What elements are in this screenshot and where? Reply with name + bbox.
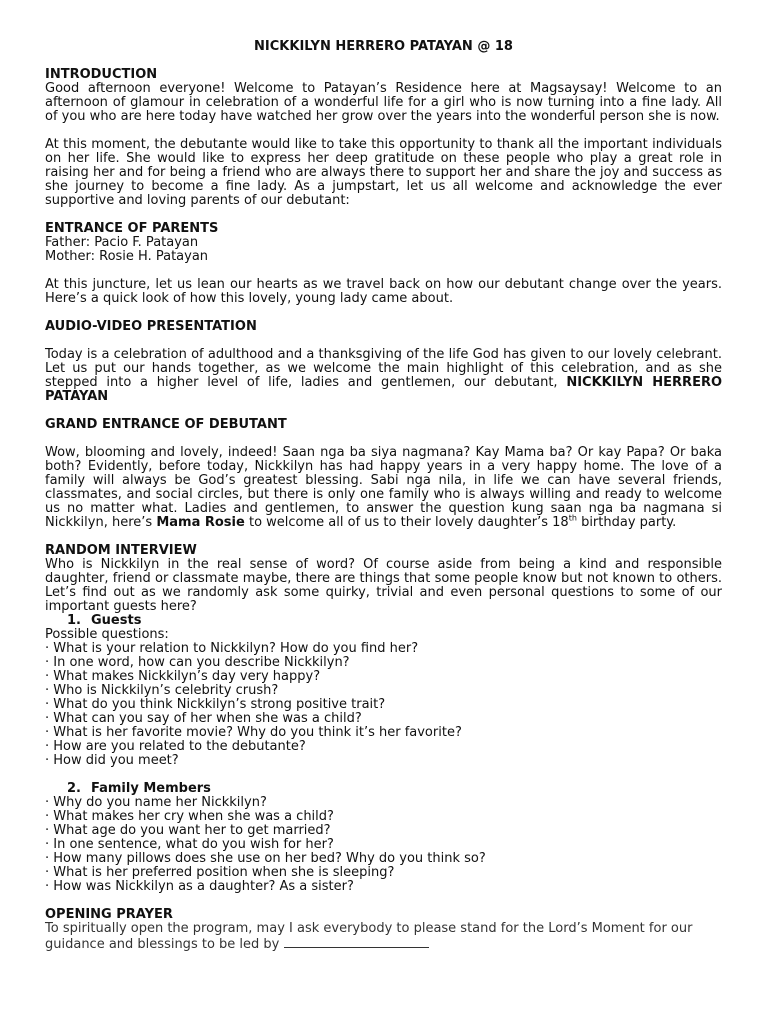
prayer-leader-blank [284, 936, 429, 948]
interview-paragraph: Who is Nickkilyn in the real sense of word? Of course aside from being a kind and responsible daughter, friend or classmate maybe, there are things that some people know but not known to others. Let’s find out as we randomly ask some quirky, trivial and even personal questions to some of our important guests here? [45, 557, 722, 614]
prayer-text: To spiritually open the program, may I ask everybody to please stand for the Lord’s Moment for our guidance and blessings to be led by [45, 921, 693, 952]
document-body [45, 40, 722, 952]
guest-question: · What is your relation to Nickkilyn? How do you find her? [45, 642, 722, 656]
guests-label: Guests [91, 613, 142, 628]
prayer-paragraph [45, 922, 722, 952]
birthday-suffix: th [568, 513, 577, 523]
family-heading [45, 782, 722, 796]
family-question: · What makes her cry when she was a child? [45, 810, 722, 824]
grand-entrance-text: Wow, blooming and lovely, indeed! Saan nga ba siya nagmana? Kay Mama ba? Or kay Papa? Or baka both? Evidently, before today, Nickkilyn has had happy years in a very happy home. The love of a family will always be God’s greatest blessing. Sabi nga nila, in life we can have several friends, classmates, and social circles, but there is only one family who is always willing and ready to welcome us no matter what. Ladies and gentlemen, to answer the question kung saan nga ba nagmana si Nickkilyn, here’s [45, 445, 722, 530]
mama-rosie: Mama Rosie [156, 515, 245, 530]
introduction-paragraph-2: At this moment, the debutante would like to take this opportunity to thank all the important individuals on her life. She would like to express her deep gratitude on these people who play a great role in raising her and for being a friend who are always there to support her and share the joy and success as she journey to become a fine lady. As a jumpstart, let us all welcome and acknowledge the ever supportive and loving parents of our debutant: [45, 137, 722, 208]
random-interview-heading: RANDOM INTERVIEW [45, 543, 197, 558]
guest-question: · What do you think Nickkilyn’s strong positive trait? [45, 698, 722, 712]
possible-questions-label: Possible questions: [45, 627, 169, 642]
guests-heading [45, 614, 722, 628]
guest-question: · In one word, how can you describe Nickkilyn? [45, 656, 722, 670]
audio-video-heading: AUDIO-VIDEO PRESENTATION [45, 319, 257, 334]
avp-text: Today is a celebration of adulthood and a thanksgiving of the life God has given to our lovely celebrant. Let us put our hands together, as we welcome the main highlight of this celebration, and as she stepped into a higher level of life, ladies and gentlemen, our debutant, [45, 347, 722, 390]
family-question: · What is her preferred position when she is sleeping? [45, 866, 722, 880]
grand-entrance-paragraph [45, 446, 722, 530]
opening-prayer-heading: OPENING PRAYER [45, 907, 173, 922]
introduction-paragraph-1: Good afternoon everyone! Welcome to Patayan’s Residence here at Magsaysay! Welcome to an afternoon of glamour in celebration of a wonderful life for a girl who is now turning into a fine lady. All of you who are here today have watched her grow over the years into the wonderful person she is now. [45, 81, 722, 124]
guest-questions-list [45, 642, 722, 768]
grand-entrance-heading: GRAND ENTRANCE OF DEBUTANT [45, 417, 287, 432]
family-question: · In one sentence, what do you wish for her? [45, 838, 722, 852]
birthday-number: 18 [552, 515, 569, 530]
family-questions-list [45, 796, 722, 894]
parents-paragraph: At this juncture, let us lean our hearts as we travel back on how our debutant change over the years. Here’s a quick look of how this lovely, young lady came about. [45, 277, 722, 306]
document-title: NICKKILYN HERRERO PATAYAN @ 18 [254, 39, 513, 54]
family-number: 2. [67, 781, 81, 796]
guests-number: 1. [67, 613, 81, 628]
entrance-of-parents-heading: ENTRANCE OF PARENTS [45, 221, 219, 236]
introduction-heading: INTRODUCTION [45, 67, 158, 82]
guest-question: · What can you say of her when she was a child? [45, 712, 722, 726]
guest-question: · What makes Nickkilyn’s day very happy? [45, 670, 722, 684]
grand-entrance-text-3: birthday party. [581, 515, 677, 530]
grand-entrance-text-2: to welcome all of us to their lovely daughter’s [248, 515, 549, 530]
guest-question: · How did you meet? [45, 754, 722, 768]
guest-question: · How are you related to the debutante? [45, 740, 722, 754]
family-question: · Why do you name her Nickkilyn? [45, 796, 722, 810]
mother-line: Mother: Rosie H. Patayan [45, 249, 209, 264]
family-question: · What age do you want her to get married? [45, 824, 722, 838]
debutant-name: NICKKILYN HERRERO PATAYAN [45, 375, 723, 404]
family-label: Family Members [91, 781, 211, 796]
guest-question: · What is her favorite movie? Why do you think it’s her favorite? [45, 726, 722, 740]
avp-paragraph [45, 348, 722, 404]
family-question: · How many pillows does she use on her bed? Why do you think so? [45, 852, 722, 866]
guest-question: · Who is Nickkilyn’s celebrity crush? [45, 684, 722, 698]
father-line: Father: Pacio F. Patayan [45, 235, 199, 250]
family-question: · How was Nickkilyn as a daughter? As a sister? [45, 880, 722, 894]
